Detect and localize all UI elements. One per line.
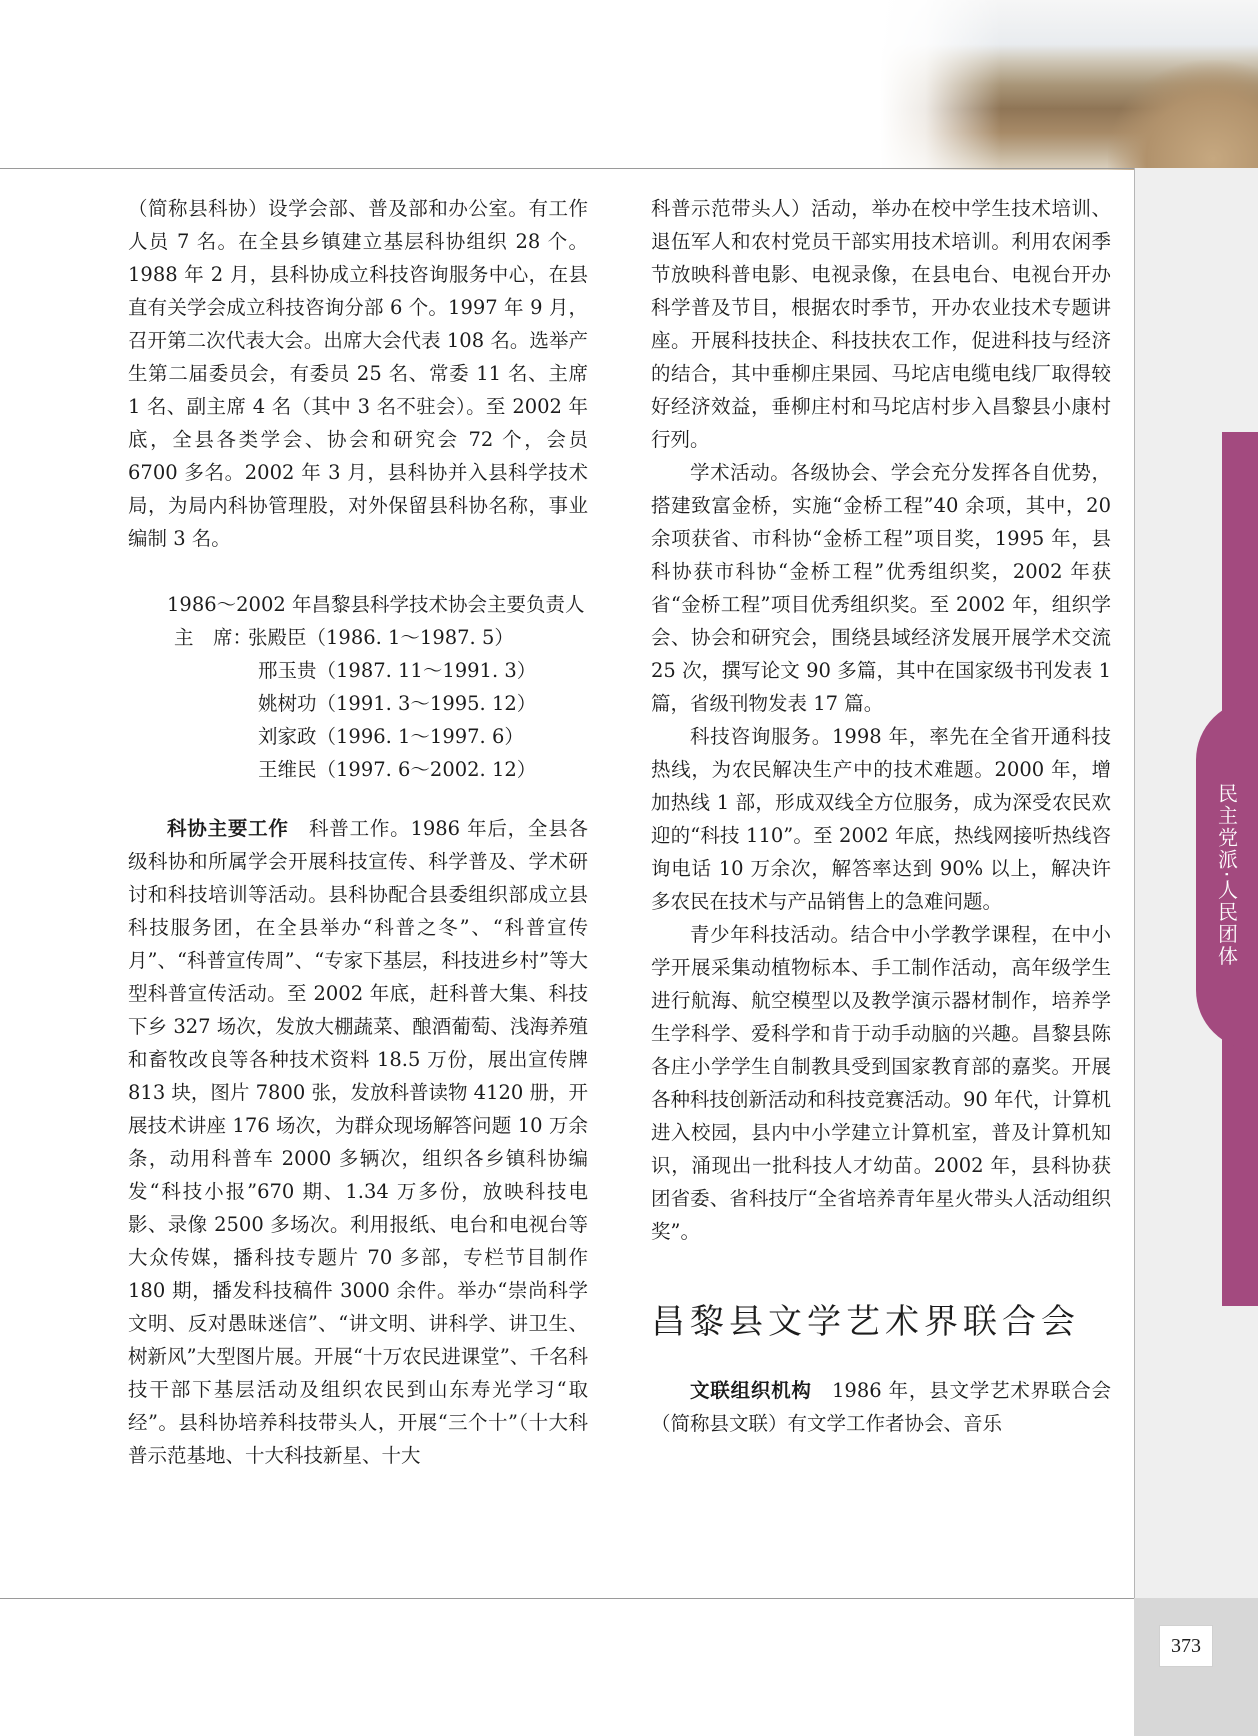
leader-row <box>128 621 588 654</box>
main-work-text: 科普工作。1986 年后，全县各级科协和所属学会开展科技宣传、科学普及、学术研讨和科技培训等活动。县科协配合县委组织部成立县科技服务团，在全县举办“科普之冬”、“科普宣传月”、“科普宣传周”、“专家下基层，科技进乡村”等大型科普宣传活动。至 2002 年底，赶科普大集、科技下乡 327 场次，发放大棚蔬菜、酿酒葡萄、浅海养殖和畜牧改良等各种技术资料 18.5 万份，展出宣传牌 813 块，图片 7800 张，发放科普读物 4120 册，开展技术讲座 176 场次，为群众现场解答问题 10 万余条，动用科普车 2000 多辆次，组织各乡镇科协编发“科技小报”670 期、1.34 万多份，放映科技电影、录像 2500 多场次。利用报纸、电台和电视台等大众传媒，播科技专题片 70 多部，专栏节目制作 180 期，播发科技稿件 3000 余件。举办“崇尚科学文明、反对愚昧迷信”、“讲文明、讲科学、讲卫生、树新风”大型图片展。开展“十万农民进课堂”、千名科技干部下基层活动及组织农民到山东寿光学习“取经”。县科协培养科技带头人，开展“三个十”（十大科普示范基地、十大科技新星、十大 <box>128 817 588 1467</box>
paragraph-continued: 科普示范带头人）活动，举办在校中学生技术培训、退伍军人和农村党员干部实用技术培训。利用农闲季节放映科普电影、电视录像，在县电台、电视台开办科学普及节目，根据农时季节，开办农业技术专题讲座。开展科技扶企、科技扶农工作，促进科技与经济的结合，其中垂柳庄果园、马坨店电缆电线厂取得较好经济效益，垂柳庄村和马坨店村步入昌黎县小康村行列。 <box>651 197 1111 451</box>
leader-row <box>128 720 588 753</box>
leader-name: 邢玉贵（1987. 11～1991. 3） <box>258 659 537 682</box>
leader-row <box>128 687 588 720</box>
top-divider <box>0 168 1134 169</box>
paragraph-consulting: 科技咨询服务。1998 年，率先在全省开通科技热线，为农民解决生产中的技术难题。2000 年，增加热线 1 部，形成双线全方位服务，成为深受农民欢迎的“科技 110”。至 2002 年底，热线网接听热线咨询电话 10 万余次，解答率达到 90% 以上，解决许多农民在技术与产品销售上的急难问题。 <box>651 725 1111 913</box>
leader-name: 王维民（1997. 6～2002. 12） <box>258 758 537 781</box>
paragraph-organization: （简称县科协）设学会部、普及部和办公室。有工作人员 7 名。在全县乡镇建立基层科协组织 28 个。1988 年 2 月，县科协成立科技咨询服务中心，在县直有关学会成立科技咨询分部 6 个。1997 年 9 月，召开第二次代表大会。出席大会代表 108 名。选举产生第二届委员会，有委员 25 名、常委 11 名、主席 1 名、副主席 4 名（其中 3 名不驻会）。至 2002 年底，全县各类学会、协会和研究会 72 个，会员 6700 多名。2002 年 3 月，县科协并入县科学技术局，为局内科协管理股，对外保留县科协名称，事业编制 3 名。 <box>128 197 588 550</box>
paragraph-main-work <box>128 812 588 1472</box>
leader-row <box>128 753 588 786</box>
leader-row <box>128 654 588 687</box>
leader-name: 姚树功（1991. 3～1995. 12） <box>258 692 537 715</box>
section-title: 昌黎县文学艺术界联合会 <box>651 1302 1080 1342</box>
header-landscape-photo <box>880 0 1258 170</box>
bottom-divider <box>0 1598 1134 1599</box>
leader-role: 主 席： <box>174 626 253 649</box>
federation-org-text: 1986 年，县文学艺术界联合会（简称县文联）有文学工作者协会、音乐 <box>651 1379 1111 1435</box>
chapter-side-label: 民主党派·人民团体 <box>1214 782 1239 968</box>
right-margin-footer <box>1134 1598 1258 1736</box>
paragraph-federation-org <box>651 1374 1111 1440</box>
left-column <box>128 192 588 1472</box>
paragraph-youth: 青少年科技活动。结合中小学教学课程，在中小学开展采集动植物标本、手工制作活动，高年级学生进行航海、航空模型以及教学演示器材制作，培养学生学科学、爱科学和肯于动手动脑的兴趣。昌黎县陈各庄小学学生自制教具受到国家教育部的嘉奖。开展各种科技创新活动和科技竞赛活动。90 年代，计算机进入校园，县内中小学建立计算机室，普及计算机知识，涌现出一批科技人才幼苗。2002 年，县科协获团省委、省科技厅“全省培养青年星火带头人活动组织奖”。 <box>651 923 1112 1243</box>
run-in-heading: 科协主要工作 <box>167 817 289 840</box>
right-column <box>651 192 1111 1440</box>
leaders-list-title: 1986～2002 年昌黎县科学技术协会主要负责人 <box>167 593 585 616</box>
run-in-heading: 文联组织机构 <box>690 1379 812 1402</box>
page-number: 373 <box>1159 1625 1213 1667</box>
leader-name: 张殿臣（1986. 1～1987. 5） <box>248 626 514 649</box>
leader-name: 刘家政（1996. 1～1997. 6） <box>258 725 524 748</box>
paragraph-academic: 学术活动。各级协会、学会充分发挥各自优势，搭建致富金桥，实施“金桥工程”40 余项，其中，20 余项获省、市科协“金桥工程”项目奖，1995 年，县科协获市科协“金桥工程”优秀组织奖，2002 年获省“金桥工程”项目优秀组织奖。至 2002 年，组织学会、协会和研究会，围绕县域经济发展开展学术交流 25 次，撰写论文 90 多篇，其中在国家级书刊发表 1 篇，省级刊物发表 17 篇。 <box>651 461 1111 715</box>
photo-hill <box>1108 60 1258 170</box>
